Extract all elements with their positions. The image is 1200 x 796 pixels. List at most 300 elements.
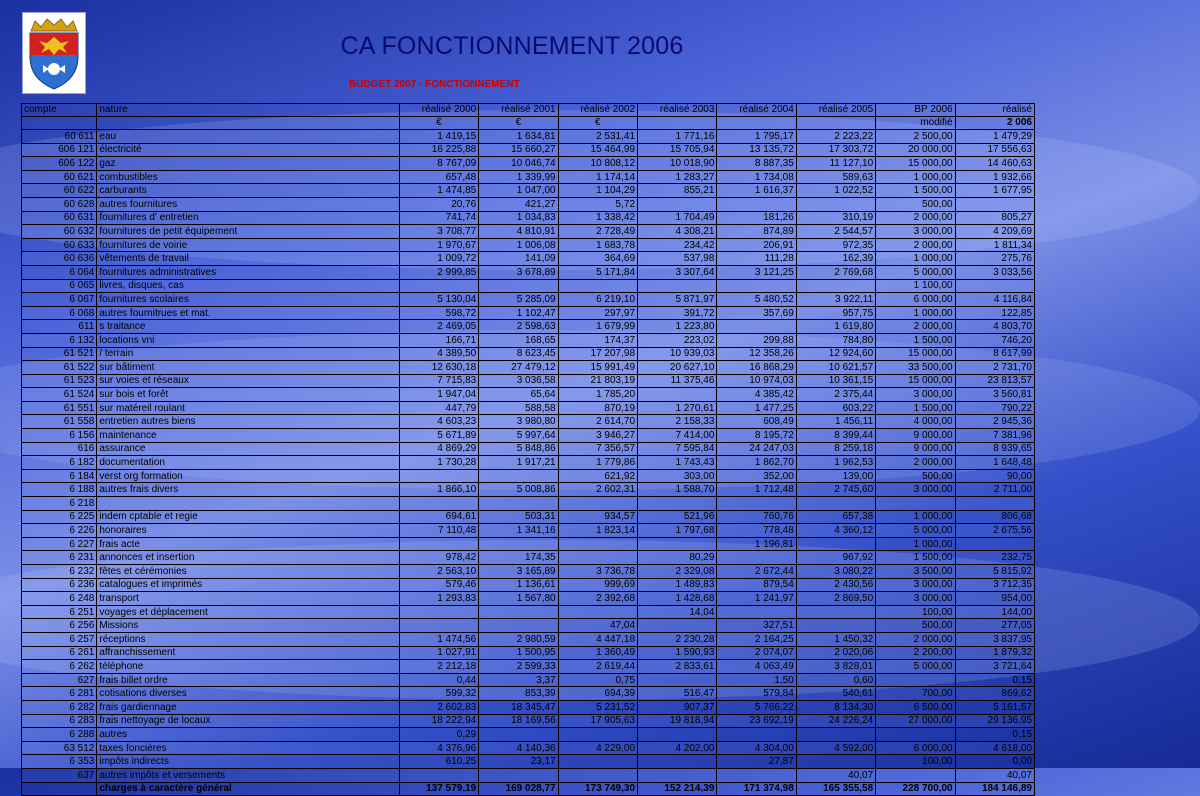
amount-cell (558, 279, 637, 293)
amount-cell (717, 497, 796, 511)
account-code-cell: 606 121 (22, 143, 97, 157)
account-code-cell: 6 156 (22, 429, 97, 443)
amount-cell: 8 259,18 (796, 442, 875, 456)
amount-cell: 2 728,49 (558, 225, 637, 239)
page-title: CA FONCTIONNEMENT 2006 (340, 32, 684, 60)
amount-cell: 3 307,64 (638, 265, 717, 279)
nature-cell: affranchissement (97, 646, 399, 660)
amount-cell (796, 497, 875, 511)
amount-cell (638, 279, 717, 293)
amount-cell (796, 755, 875, 769)
amount-cell: 17 303,72 (796, 143, 875, 157)
amount-cell: 3 708,77 (399, 225, 478, 239)
account-code-cell: 6 064 (22, 265, 97, 279)
amount-cell (876, 497, 955, 511)
amount-cell: 10 046,74 (479, 157, 558, 171)
amount-cell (479, 497, 558, 511)
header-cell (97, 117, 399, 130)
amount-cell: 174,35 (479, 551, 558, 565)
amount-cell: 1 174,14 (558, 170, 637, 184)
amount-cell (638, 768, 717, 782)
amount-cell: 10 018,90 (638, 157, 717, 171)
amount-cell: 1 474,85 (399, 184, 478, 198)
amount-cell: 7 595,84 (638, 442, 717, 456)
amount-cell: 0,15 (955, 673, 1034, 687)
amount-cell (717, 279, 796, 293)
nature-cell: / terrain (97, 347, 399, 361)
amount-cell: 784,80 (796, 333, 875, 347)
amount-cell (638, 497, 717, 511)
account-code-cell: 6 132 (22, 333, 97, 347)
amount-cell: 1 104,29 (558, 184, 637, 198)
amount-cell: 27 479,12 (479, 361, 558, 375)
amount-cell: 232,75 (955, 551, 1034, 565)
table-row (22, 646, 1035, 660)
amount-cell: 1 567,80 (479, 592, 558, 606)
amount-cell: 2 469,05 (399, 320, 478, 334)
amount-cell: 1 338,42 (558, 211, 637, 225)
amount-cell (796, 537, 875, 551)
amount-cell (876, 768, 955, 782)
amount-cell: 8 399,44 (796, 429, 875, 443)
amount-cell: 5 171,84 (558, 265, 637, 279)
account-code-cell: 61 522 (22, 361, 97, 375)
amount-cell: 10 361,15 (796, 374, 875, 388)
amount-cell: 2 020,06 (796, 646, 875, 660)
amount-cell: 3 000,00 (876, 483, 955, 497)
amount-cell: 1 456,11 (796, 415, 875, 429)
amount-cell: 599,32 (399, 687, 478, 701)
nature-cell: annonces et insertion (97, 551, 399, 565)
amount-cell (638, 388, 717, 402)
budget-table (21, 103, 1035, 796)
amount-cell: 5,72 (558, 197, 637, 211)
amount-cell: 1 341,16 (479, 524, 558, 538)
amount-cell: 2 945,36 (955, 415, 1034, 429)
account-code-cell: 6 226 (22, 524, 97, 538)
nature-cell: honoraires (97, 524, 399, 538)
amount-cell: 364,69 (558, 252, 637, 266)
amount-cell (717, 320, 796, 334)
account-code-cell: 6 188 (22, 483, 97, 497)
amount-cell: 1 489,83 (638, 578, 717, 592)
table-row (22, 673, 1035, 687)
amount-cell (479, 728, 558, 742)
amount-cell: 4 202,00 (638, 741, 717, 755)
amount-cell: 9 000,00 (876, 442, 955, 456)
table-row (22, 687, 1035, 701)
amount-cell: 4 063,49 (717, 660, 796, 674)
account-code-cell: 60 621 (22, 170, 97, 184)
amount-cell: 5 671,89 (399, 429, 478, 443)
amount-cell: 2 000,00 (876, 456, 955, 470)
amount-cell: 1 022,52 (796, 184, 875, 198)
amount-cell: 806,68 (955, 510, 1034, 524)
amount-cell: 1 241,97 (717, 592, 796, 606)
table-row (22, 524, 1035, 538)
amount-cell: 778,48 (717, 524, 796, 538)
nature-cell: sur bâtiment (97, 361, 399, 375)
nature-cell: cotisations diverses (97, 687, 399, 701)
nature-cell: carburants (97, 184, 399, 198)
amount-cell: 174,37 (558, 333, 637, 347)
amount-cell: 1 704,49 (638, 211, 717, 225)
amount-cell: 4 140,36 (479, 741, 558, 755)
amount-cell: 3 036,58 (479, 374, 558, 388)
amount-cell: 2 000,00 (876, 238, 955, 252)
amount-cell: 5 161,57 (955, 700, 1034, 714)
nature-cell: autres frais divers (97, 483, 399, 497)
amount-cell: 2 375,44 (796, 388, 875, 402)
amount-cell: 1 932,66 (955, 170, 1034, 184)
amount-cell: 166,71 (399, 333, 478, 347)
amount-cell: 4 308,21 (638, 225, 717, 239)
amount-cell: 111,28 (717, 252, 796, 266)
amount-cell: 1 500,00 (876, 333, 955, 347)
amount-cell: 1 034,83 (479, 211, 558, 225)
nature-cell: combustibles (97, 170, 399, 184)
account-code-cell: 60 632 (22, 225, 97, 239)
amount-cell: 17 905,63 (558, 714, 637, 728)
table-row (22, 197, 1035, 211)
nature-cell: transport (97, 592, 399, 606)
amount-cell: 3 837,95 (955, 632, 1034, 646)
amount-cell (955, 537, 1034, 551)
header-cell: modifié (876, 117, 955, 130)
table-row (22, 755, 1035, 769)
amount-cell (399, 469, 478, 483)
amount-cell: 144,00 (955, 605, 1034, 619)
amount-cell: 2 000,00 (876, 211, 955, 225)
amount-cell: 139,00 (796, 469, 875, 483)
amount-cell: 855,21 (638, 184, 717, 198)
table-row (22, 388, 1035, 402)
amount-cell (638, 673, 717, 687)
amount-cell: 1 102,47 (479, 306, 558, 320)
amount-cell: 503,31 (479, 510, 558, 524)
amount-cell: 8 887,35 (717, 157, 796, 171)
table-row (22, 469, 1035, 483)
amount-cell: 537,98 (638, 252, 717, 266)
amount-cell: 80,29 (638, 551, 717, 565)
amount-cell: 2 000,00 (876, 632, 955, 646)
header-cell: réalisé 2003 (638, 104, 717, 117)
amount-cell: 5 130,04 (399, 293, 478, 307)
nature-cell: autres fournitrues et mat. (97, 306, 399, 320)
total-cell: 169 028,77 (479, 782, 558, 796)
amount-cell: 2 599,33 (479, 660, 558, 674)
nature-cell: locations vni (97, 333, 399, 347)
amount-cell: 16 868,29 (717, 361, 796, 375)
amount-cell: 6 219,10 (558, 293, 637, 307)
amount-cell (479, 537, 558, 551)
amount-cell: 15 000,00 (876, 157, 955, 171)
account-code-cell: 61 523 (22, 374, 97, 388)
amount-cell: 357,69 (717, 306, 796, 320)
amount-cell: 10 974,03 (717, 374, 796, 388)
amount-cell (399, 619, 478, 633)
amount-cell: 657,48 (399, 170, 478, 184)
header-row (22, 104, 1035, 117)
amount-cell: 608,49 (717, 415, 796, 429)
header-cell: réalisé 2002 (558, 104, 637, 117)
amount-cell: 33 500,00 (876, 361, 955, 375)
nature-cell: verst org formation (97, 469, 399, 483)
amount-cell: 5 848,86 (479, 442, 558, 456)
nature-cell: fournitures de petit équipement (97, 225, 399, 239)
amount-cell: 122,85 (955, 306, 1034, 320)
amount-cell: 7 356,57 (558, 442, 637, 456)
amount-cell: 20,76 (399, 197, 478, 211)
amount-cell: 15 705,94 (638, 143, 717, 157)
account-code-cell: 6 251 (22, 605, 97, 619)
table-row (22, 347, 1035, 361)
nature-cell: frais acte (97, 537, 399, 551)
amount-cell: 2 230,28 (638, 632, 717, 646)
amount-cell: 27,87 (717, 755, 796, 769)
amount-cell: 21 803,19 (558, 374, 637, 388)
amount-cell: 5 008,86 (479, 483, 558, 497)
amount-cell: 3,37 (479, 673, 558, 687)
amount-cell: 10 621,57 (796, 361, 875, 375)
amount-cell (955, 279, 1034, 293)
amount-cell (558, 605, 637, 619)
amount-cell: 17 207,98 (558, 347, 637, 361)
nature-cell: maintenance (97, 429, 399, 443)
amount-cell: 181,26 (717, 211, 796, 225)
account-code-cell: 60 633 (22, 238, 97, 252)
amount-cell: 1 360,49 (558, 646, 637, 660)
amount-cell: 4 385,42 (717, 388, 796, 402)
header-cell (796, 117, 875, 130)
amount-cell: 1 100,00 (876, 279, 955, 293)
header-cell: € (479, 117, 558, 130)
nature-cell: frais nettoyage de locaux (97, 714, 399, 728)
amount-cell: 1 283,27 (638, 170, 717, 184)
amount-cell: 657,38 (796, 510, 875, 524)
amount-cell: 13 135,72 (717, 143, 796, 157)
amount-cell: 234,42 (638, 238, 717, 252)
account-code-cell: 627 (22, 673, 97, 687)
header-cell: € (399, 117, 478, 130)
amount-cell: 1 947,04 (399, 388, 478, 402)
amount-cell: 1 879,32 (955, 646, 1034, 660)
amount-cell: 4 376,96 (399, 741, 478, 755)
amount-cell: 1 196,81 (717, 537, 796, 551)
table-row (22, 238, 1035, 252)
amount-cell: 3 946,27 (558, 429, 637, 443)
amount-cell: 2 430,56 (796, 578, 875, 592)
amount-cell: 1 797,68 (638, 524, 717, 538)
amount-cell: 954,00 (955, 592, 1034, 606)
table-row (22, 306, 1035, 320)
amount-cell: 907,37 (638, 700, 717, 714)
nature-cell: indem cptable et regie (97, 510, 399, 524)
amount-cell: 327,51 (717, 619, 796, 633)
table-row (22, 279, 1035, 293)
amount-cell (638, 619, 717, 633)
amount-cell: 870,19 (558, 401, 637, 415)
amount-cell: 5 871,97 (638, 293, 717, 307)
amount-cell (717, 728, 796, 742)
amount-cell: 8 767,09 (399, 157, 478, 171)
amount-cell: 1 795,17 (717, 130, 796, 144)
table-row (22, 592, 1035, 606)
amount-cell: 1 734,08 (717, 170, 796, 184)
amount-cell: 9 000,00 (876, 429, 955, 443)
nature-cell: documentation (97, 456, 399, 470)
account-code-cell: 6 218 (22, 497, 97, 511)
amount-cell: 8 623,45 (479, 347, 558, 361)
nature-cell (97, 497, 399, 511)
amount-cell: 1 000,00 (876, 510, 955, 524)
amount-cell (558, 537, 637, 551)
table-row (22, 632, 1035, 646)
nature-cell: fournitures d' entretien (97, 211, 399, 225)
total-cell: 152 214,39 (638, 782, 717, 796)
header-cell: BP 2006 (876, 104, 955, 117)
table-row (22, 483, 1035, 497)
total-cell (22, 782, 97, 796)
amount-cell: 168,65 (479, 333, 558, 347)
account-code-cell: 6 256 (22, 619, 97, 633)
amount-cell (558, 755, 637, 769)
amount-cell: 1 450,32 (796, 632, 875, 646)
nature-cell: vêtements de travail (97, 252, 399, 266)
amount-cell: 694,61 (399, 510, 478, 524)
amount-cell: 1 862,70 (717, 456, 796, 470)
amount-cell: 12 924,60 (796, 347, 875, 361)
amount-cell: 516,47 (638, 687, 717, 701)
amount-cell: 1 419,15 (399, 130, 478, 144)
amount-cell: 3 678,89 (479, 265, 558, 279)
amount-cell: 3 500,00 (876, 565, 955, 579)
amount-cell: 603,22 (796, 401, 875, 415)
account-code-cell: 6 257 (22, 632, 97, 646)
amount-cell: 5 997,64 (479, 429, 558, 443)
amount-cell: 8 617,99 (955, 347, 1034, 361)
amount-cell: 978,42 (399, 551, 478, 565)
amount-cell: 24 247,03 (717, 442, 796, 456)
amount-cell: 3 000,00 (876, 592, 955, 606)
amount-cell: 4 229,00 (558, 741, 637, 755)
amount-cell: 447,79 (399, 401, 478, 415)
amount-cell: 2 392,68 (558, 592, 637, 606)
amount-cell (479, 279, 558, 293)
amount-cell: 1 785,20 (558, 388, 637, 402)
amount-cell: 1 428,68 (638, 592, 717, 606)
amount-cell: 297,97 (558, 306, 637, 320)
amount-cell: 3 000,00 (876, 578, 955, 592)
amount-cell (558, 728, 637, 742)
nature-cell: autres fournitures (97, 197, 399, 211)
amount-cell: 391,72 (638, 306, 717, 320)
amount-cell: 14 460,63 (955, 157, 1034, 171)
amount-cell: 4 360,12 (796, 524, 875, 538)
amount-cell: 47,04 (558, 619, 637, 633)
amount-cell: 588,58 (479, 401, 558, 415)
amount-cell: 4 209,69 (955, 225, 1034, 239)
amount-cell: 4 803,70 (955, 320, 1034, 334)
table-row (22, 456, 1035, 470)
amount-cell: 1 677,95 (955, 184, 1034, 198)
table-row (22, 211, 1035, 225)
amount-cell: 19 818,94 (638, 714, 717, 728)
table-row (22, 442, 1035, 456)
nature-cell: sur matéreil roulant (97, 401, 399, 415)
nature-cell: assurance (97, 442, 399, 456)
account-code-cell: 61 524 (22, 388, 97, 402)
amount-cell: 500,00 (876, 469, 955, 483)
account-code-cell: 6 065 (22, 279, 97, 293)
table-row (22, 578, 1035, 592)
amount-cell: 299,88 (717, 333, 796, 347)
account-code-cell: 6 184 (22, 469, 97, 483)
amount-cell: 24 226,24 (796, 714, 875, 728)
nature-cell: fournitures administratives (97, 265, 399, 279)
header-cell: compte (22, 104, 97, 117)
amount-cell: 40,07 (796, 768, 875, 782)
amount-cell: 5 480,52 (717, 293, 796, 307)
amount-cell: 1,50 (717, 673, 796, 687)
nature-cell: frais billet ordre (97, 673, 399, 687)
amount-cell: 1 712,48 (717, 483, 796, 497)
budget-table-container (21, 103, 1032, 796)
amount-cell: 1 479,29 (955, 130, 1034, 144)
amount-cell: 20 627,10 (638, 361, 717, 375)
total-cell: 165 355,58 (796, 782, 875, 796)
amount-cell: 1 619,80 (796, 320, 875, 334)
account-code-cell: 60 636 (22, 252, 97, 266)
amount-cell (479, 605, 558, 619)
account-code-cell: 6 227 (22, 537, 97, 551)
account-code-cell: 6 232 (22, 565, 97, 579)
amount-cell: 1 339,99 (479, 170, 558, 184)
amount-cell (399, 537, 478, 551)
account-code-cell: 606 122 (22, 157, 97, 171)
total-cell: 184 146,89 (955, 782, 1034, 796)
amount-cell: 1 006,08 (479, 238, 558, 252)
amount-cell: 1 634,81 (479, 130, 558, 144)
amount-cell: 790,22 (955, 401, 1034, 415)
amount-cell: 4 304,00 (717, 741, 796, 755)
amount-cell: 141,09 (479, 252, 558, 266)
amount-cell: 2 619,44 (558, 660, 637, 674)
amount-cell: 1 588,70 (638, 483, 717, 497)
amount-cell: 2 602,31 (558, 483, 637, 497)
amount-cell (479, 768, 558, 782)
amount-cell: 805,27 (955, 211, 1034, 225)
amount-cell: 29 136,95 (955, 714, 1034, 728)
amount-cell: 1 730,28 (399, 456, 478, 470)
nature-cell: frais gardiennage (97, 700, 399, 714)
amount-cell (796, 279, 875, 293)
amount-cell: 853,39 (479, 687, 558, 701)
amount-cell (558, 497, 637, 511)
table-row (22, 619, 1035, 633)
amount-cell: 0,44 (399, 673, 478, 687)
amount-cell: 869,62 (955, 687, 1034, 701)
amount-cell: 4 116,84 (955, 293, 1034, 307)
amount-cell: 540,61 (796, 687, 875, 701)
account-code-cell: 637 (22, 768, 97, 782)
amount-cell: 162,39 (796, 252, 875, 266)
amount-cell (558, 551, 637, 565)
amount-cell: 2 731,70 (955, 361, 1034, 375)
amount-cell (399, 497, 478, 511)
header-cell: réalisé 2001 (479, 104, 558, 117)
amount-cell: 7 414,00 (638, 429, 717, 443)
